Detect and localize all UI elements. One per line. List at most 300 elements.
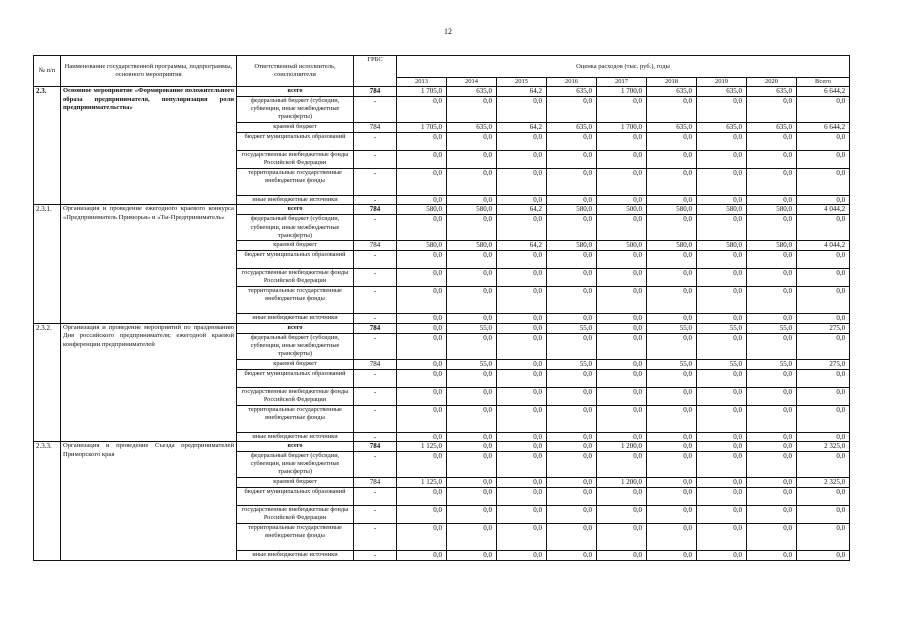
year-value: 0,0	[647, 251, 697, 269]
header-year: 2020	[747, 78, 797, 87]
funding-source: бюджет муниципальных образований	[237, 369, 354, 387]
year-value: 0,0	[697, 523, 747, 550]
year-value: 635,0	[647, 87, 697, 97]
grbs-code: -	[354, 269, 397, 287]
year-value: 0,0	[547, 505, 597, 523]
year-value: 0,0	[497, 432, 547, 442]
year-value: 0,0	[397, 550, 447, 560]
funding-source: федеральный бюджет (субсидии, субвенции, иные межбюджетные трансферты)	[237, 333, 354, 359]
funding-source: иные внебюджетные источники	[237, 550, 354, 560]
total-value: 0,0	[797, 132, 850, 150]
year-value: 0,0	[397, 314, 447, 324]
total-value: 0,0	[797, 387, 850, 405]
year-value: 0,0	[747, 168, 797, 195]
year-value: 635,0	[547, 87, 597, 97]
year-value: 0,0	[597, 287, 647, 314]
year-value: 0,0	[697, 369, 747, 387]
total-value: 6 644,2	[797, 123, 850, 133]
year-value: 0,0	[447, 251, 497, 269]
year-value: 580,0	[697, 205, 747, 215]
year-value: 580,0	[547, 241, 597, 251]
funding-source: территориальные государственные внебюджетные фонды	[237, 168, 354, 195]
funding-source: бюджет муниципальных образований	[237, 132, 354, 150]
total-value: 0,0	[797, 505, 850, 523]
year-value: 635,0	[747, 123, 797, 133]
grbs-code: -	[354, 523, 397, 550]
grbs-code: -	[354, 387, 397, 405]
grbs-code: -	[354, 505, 397, 523]
total-value: 0,0	[797, 168, 850, 195]
year-value: 580,0	[647, 205, 697, 215]
total-value: 0,0	[797, 487, 850, 505]
year-value: 0,0	[497, 269, 547, 287]
total-value: 0,0	[797, 333, 850, 359]
header-year: 2014	[447, 78, 497, 87]
year-value: 0,0	[397, 487, 447, 505]
year-value: 55,0	[697, 323, 747, 333]
year-value: 0,0	[597, 314, 647, 324]
grbs-code: -	[354, 251, 397, 269]
year-value: 0,0	[597, 150, 647, 168]
grbs-code: 784	[354, 205, 397, 215]
year-value: 580,0	[647, 241, 697, 251]
header-no: № п/п	[34, 56, 61, 87]
year-value: 0,0	[747, 369, 797, 387]
total-value: 0,0	[797, 269, 850, 287]
funding-source: федеральный бюджет (субсидии, субвенции, иные межбюджетные трансферты)	[237, 452, 354, 478]
year-value: 1 705,0	[397, 123, 447, 133]
year-value: 0,0	[497, 215, 547, 241]
year-value: 0,0	[647, 150, 697, 168]
year-value: 0,0	[397, 505, 447, 523]
total-value: 0,0	[797, 369, 850, 387]
year-value: 0,0	[397, 269, 447, 287]
year-value: 0,0	[697, 314, 747, 324]
header-year: 2013	[397, 78, 447, 87]
item-number: 2.3.	[34, 87, 61, 205]
year-value: 0,0	[647, 505, 697, 523]
year-value: 0,0	[547, 478, 597, 488]
year-value: 0,0	[697, 251, 747, 269]
year-value: 0,0	[397, 323, 447, 333]
year-value: 0,0	[747, 251, 797, 269]
year-value: 0,0	[497, 168, 547, 195]
year-value: 0,0	[647, 369, 697, 387]
year-value: 0,0	[447, 215, 497, 241]
year-value: 580,0	[397, 205, 447, 215]
year-value: 1 200,0	[597, 478, 647, 488]
year-value: 0,0	[497, 97, 547, 123]
year-value: 0,0	[397, 387, 447, 405]
year-value: 0,0	[597, 405, 647, 432]
year-value: 0,0	[697, 97, 747, 123]
grbs-code: -	[354, 168, 397, 195]
year-value: 0,0	[397, 251, 447, 269]
grbs-code: -	[354, 287, 397, 314]
year-value: 0,0	[597, 387, 647, 405]
year-value: 0,0	[547, 442, 597, 452]
year-value: 0,0	[497, 323, 547, 333]
grbs-code: -	[354, 452, 397, 478]
year-value: 0,0	[697, 505, 747, 523]
total-value: 0,0	[797, 195, 850, 205]
year-value: 0,0	[447, 287, 497, 314]
year-value: 0,0	[697, 168, 747, 195]
year-value: 0,0	[747, 432, 797, 442]
year-value: 64,2	[497, 123, 547, 133]
header-year: 2018	[647, 78, 697, 87]
year-value: 0,0	[597, 432, 647, 442]
header-year: 2015	[497, 78, 547, 87]
funding-source: краевой бюджет	[237, 241, 354, 251]
year-value: 0,0	[597, 97, 647, 123]
year-value: 580,0	[447, 205, 497, 215]
year-value: 0,0	[547, 432, 597, 442]
year-value: 0,0	[647, 550, 697, 560]
item-number: 2.3.2.	[34, 323, 61, 441]
total-value: 4 044,2	[797, 241, 850, 251]
year-value: 0,0	[497, 314, 547, 324]
total-value: 4 044,2	[797, 205, 850, 215]
year-value: 0,0	[597, 523, 647, 550]
year-value: 0,0	[547, 387, 597, 405]
funding-source: краевой бюджет	[237, 478, 354, 488]
year-value: 64,2	[497, 205, 547, 215]
year-value: 0,0	[447, 452, 497, 478]
year-value: 0,0	[497, 405, 547, 432]
grbs-code: -	[354, 369, 397, 387]
table-row	[34, 87, 850, 97]
year-value: 0,0	[497, 387, 547, 405]
header-year: 2019	[697, 78, 747, 87]
year-value: 0,0	[397, 405, 447, 432]
funding-source: всего	[237, 87, 354, 97]
year-value: 580,0	[747, 205, 797, 215]
year-value: 0,0	[547, 97, 597, 123]
table-row	[34, 323, 850, 333]
year-value: 0,0	[747, 550, 797, 560]
year-value: 1 125,0	[397, 478, 447, 488]
year-value: 0,0	[547, 215, 597, 241]
total-value: 2 325,0	[797, 442, 850, 452]
funding-source: иные внебюджетные источники	[237, 314, 354, 324]
year-value: 0,0	[697, 287, 747, 314]
year-value: 0,0	[647, 387, 697, 405]
year-value: 0,0	[647, 452, 697, 478]
header-year: 2017	[597, 78, 647, 87]
item-number: 2.3.3.	[34, 442, 61, 560]
year-value: 0,0	[447, 432, 497, 442]
year-value: 64,2	[497, 241, 547, 251]
year-value: 0,0	[697, 487, 747, 505]
funding-source: краевой бюджет	[237, 359, 354, 369]
year-value: 0,0	[497, 452, 547, 478]
year-value: 1 700,0	[597, 87, 647, 97]
total-value: 0,0	[797, 523, 850, 550]
year-value: 0,0	[747, 333, 797, 359]
total-value: 275,0	[797, 323, 850, 333]
item-number: 2.3.1.	[34, 205, 61, 323]
year-value: 580,0	[697, 241, 747, 251]
funding-source: территориальные государственные внебюджетные фонды	[237, 523, 354, 550]
year-value: 0,0	[447, 387, 497, 405]
year-value: 0,0	[447, 523, 497, 550]
funding-source: государственные внебюджетные фонды Российской Федерации	[237, 269, 354, 287]
year-value: 0,0	[697, 195, 747, 205]
year-value: 0,0	[747, 215, 797, 241]
year-value: 0,0	[497, 550, 547, 560]
page-number: 12	[444, 27, 452, 36]
year-value: 0,0	[597, 505, 647, 523]
year-value: 1 125,0	[397, 442, 447, 452]
year-value: 0,0	[697, 215, 747, 241]
year-value: 0,0	[497, 132, 547, 150]
year-value: 1 705,0	[397, 87, 447, 97]
year-value: 0,0	[547, 369, 597, 387]
year-value: 0,0	[597, 195, 647, 205]
year-value: 0,0	[497, 487, 547, 505]
year-value: 0,0	[647, 287, 697, 314]
year-value: 0,0	[747, 452, 797, 478]
year-value: 0,0	[497, 523, 547, 550]
year-value: 0,0	[397, 97, 447, 123]
year-value: 0,0	[597, 269, 647, 287]
grbs-code: 784	[354, 442, 397, 452]
grbs-code: -	[354, 487, 397, 505]
year-value: 0,0	[497, 195, 547, 205]
year-value: 0,0	[697, 550, 747, 560]
year-value: 0,0	[647, 478, 697, 488]
year-value: 0,0	[747, 505, 797, 523]
year-value: 0,0	[497, 150, 547, 168]
funding-source: иные внебюджетные источники	[237, 195, 354, 205]
grbs-code: -	[354, 97, 397, 123]
funding-source: иные внебюджетные источники	[237, 432, 354, 442]
header-grbs: ГРБС	[354, 56, 397, 87]
year-value: 55,0	[547, 323, 597, 333]
year-value: 55,0	[647, 359, 697, 369]
year-value: 0,0	[397, 168, 447, 195]
year-value: 0,0	[747, 150, 797, 168]
year-value: 0,0	[447, 150, 497, 168]
year-value: 0,0	[397, 287, 447, 314]
table-row	[34, 442, 850, 452]
grbs-code: -	[354, 405, 397, 432]
year-value: 0,0	[747, 287, 797, 314]
funding-source: всего	[237, 442, 354, 452]
year-value: 0,0	[547, 523, 597, 550]
year-value: 0,0	[647, 432, 697, 442]
year-value: 0,0	[547, 487, 597, 505]
year-value: 0,0	[747, 523, 797, 550]
total-value: 0,0	[797, 251, 850, 269]
year-value: 0,0	[747, 387, 797, 405]
year-value: 55,0	[697, 359, 747, 369]
total-value: 0,0	[797, 432, 850, 442]
funding-source: государственные внебюджетные фонды Российской Федерации	[237, 150, 354, 168]
grbs-code: 784	[354, 241, 397, 251]
header-executor: Ответственный исполнитель, соисполнители	[237, 56, 354, 87]
year-value: 0,0	[497, 505, 547, 523]
expenditure-table	[33, 55, 850, 561]
item-name: Организация и проведение Съезда предпринимателей Приморского края	[61, 442, 237, 560]
funding-source: бюджет муниципальных образований	[237, 251, 354, 269]
year-value: 0,0	[547, 405, 597, 432]
year-value: 0,0	[597, 359, 647, 369]
year-value: 0,0	[497, 369, 547, 387]
year-value: 635,0	[547, 123, 597, 133]
header-costs-title: Оценка расходов (тыс. руб.), годы	[397, 56, 850, 78]
year-value: 0,0	[397, 132, 447, 150]
grbs-code: -	[354, 432, 397, 442]
funding-source: всего	[237, 205, 354, 215]
funding-source: бюджет муниципальных образований	[237, 487, 354, 505]
total-value: 0,0	[797, 550, 850, 560]
grbs-code: -	[354, 215, 397, 241]
year-value: 0,0	[447, 505, 497, 523]
header-name: Наименование государственной программы, подпрограммы, основного мероприятия	[61, 56, 237, 87]
year-value: 635,0	[697, 123, 747, 133]
year-value: 55,0	[647, 323, 697, 333]
year-value: 0,0	[497, 359, 547, 369]
table-row	[34, 205, 850, 215]
year-value: 580,0	[547, 205, 597, 215]
total-value: 0,0	[797, 405, 850, 432]
year-value: 580,0	[397, 241, 447, 251]
year-value: 0,0	[597, 369, 647, 387]
item-name: Организация и проведение ежегодного краевого конкурса «Предприниматель Приморья» и «Ты-Предприниматель»	[61, 205, 237, 323]
year-value: 0,0	[447, 195, 497, 205]
year-value: 0,0	[497, 287, 547, 314]
year-value: 0,0	[547, 168, 597, 195]
total-value: 0,0	[797, 97, 850, 123]
total-value: 0,0	[797, 287, 850, 314]
year-value: 1 200,0	[597, 442, 647, 452]
year-value: 0,0	[747, 478, 797, 488]
year-value: 0,0	[497, 251, 547, 269]
year-value: 0,0	[697, 452, 747, 478]
year-value: 0,0	[747, 195, 797, 205]
year-value: 0,0	[397, 195, 447, 205]
funding-source: федеральный бюджет (субсидии, субвенции, иные межбюджетные трансферты)	[237, 215, 354, 241]
year-value: 1 700,0	[597, 123, 647, 133]
year-value: 0,0	[497, 333, 547, 359]
total-value: 0,0	[797, 150, 850, 168]
year-value: 0,0	[697, 478, 747, 488]
year-value: 0,0	[447, 487, 497, 505]
year-value: 0,0	[497, 442, 547, 452]
year-value: 0,0	[447, 478, 497, 488]
year-value: 0,0	[397, 452, 447, 478]
year-value: 580,0	[447, 241, 497, 251]
year-value: 0,0	[547, 150, 597, 168]
total-value: 6 644,2	[797, 87, 850, 97]
year-value: 0,0	[647, 333, 697, 359]
grbs-code: -	[354, 132, 397, 150]
year-value: 0,0	[397, 523, 447, 550]
year-value: 0,0	[697, 387, 747, 405]
grbs-code: 784	[354, 359, 397, 369]
year-value: 0,0	[697, 442, 747, 452]
funding-source: государственные внебюджетные фонды Российской Федерации	[237, 387, 354, 405]
year-value: 0,0	[747, 269, 797, 287]
year-value: 0,0	[597, 323, 647, 333]
year-value: 0,0	[597, 487, 647, 505]
year-value: 0,0	[397, 432, 447, 442]
funding-source: всего	[237, 323, 354, 333]
grbs-code: 784	[354, 123, 397, 133]
year-value: 0,0	[597, 251, 647, 269]
year-value: 0,0	[547, 452, 597, 478]
year-value: 0,0	[397, 150, 447, 168]
year-value: 0,0	[647, 168, 697, 195]
year-value: 0,0	[597, 550, 647, 560]
year-value: 0,0	[647, 314, 697, 324]
total-value: 0,0	[797, 215, 850, 241]
year-value: 0,0	[547, 550, 597, 560]
year-value: 0,0	[547, 251, 597, 269]
year-value: 0,0	[547, 195, 597, 205]
year-value: 0,0	[447, 550, 497, 560]
year-value: 0,0	[697, 405, 747, 432]
year-value: 64,2	[497, 87, 547, 97]
year-value: 0,0	[447, 369, 497, 387]
header-row-top	[34, 56, 850, 78]
year-value: 635,0	[447, 123, 497, 133]
year-value: 55,0	[747, 359, 797, 369]
year-value: 0,0	[397, 215, 447, 241]
year-value: 0,0	[447, 168, 497, 195]
grbs-code: -	[354, 333, 397, 359]
year-value: 0,0	[647, 487, 697, 505]
year-value: 0,0	[397, 333, 447, 359]
funding-source: государственные внебюджетные фонды Российской Федерации	[237, 505, 354, 523]
year-value: 0,0	[547, 269, 597, 287]
year-value: 0,0	[597, 215, 647, 241]
year-value: 0,0	[447, 269, 497, 287]
year-value: 0,0	[447, 405, 497, 432]
year-value: 635,0	[747, 87, 797, 97]
year-value: 0,0	[647, 523, 697, 550]
year-value: 0,0	[547, 314, 597, 324]
year-value: 0,0	[447, 442, 497, 452]
year-value: 0,0	[747, 442, 797, 452]
year-value: 0,0	[397, 369, 447, 387]
year-value: 0,0	[447, 333, 497, 359]
year-value: 0,0	[597, 333, 647, 359]
year-value: 580,0	[747, 241, 797, 251]
total-value: 0,0	[797, 452, 850, 478]
year-value: 0,0	[747, 487, 797, 505]
year-value: 500,0	[597, 205, 647, 215]
table-body	[34, 87, 850, 561]
year-value: 0,0	[397, 359, 447, 369]
year-value: 0,0	[547, 333, 597, 359]
year-value: 0,0	[647, 442, 697, 452]
year-value: 500,0	[597, 241, 647, 251]
total-value: 2 325,0	[797, 478, 850, 488]
year-value: 0,0	[747, 132, 797, 150]
funding-source: территориальные государственные внебюджетные фонды	[237, 287, 354, 314]
year-value: 55,0	[747, 323, 797, 333]
year-value: 0,0	[747, 97, 797, 123]
grbs-code: -	[354, 195, 397, 205]
year-value: 0,0	[647, 97, 697, 123]
year-value: 55,0	[447, 359, 497, 369]
year-value: 0,0	[697, 150, 747, 168]
year-value: 635,0	[447, 87, 497, 97]
year-value: 0,0	[647, 215, 697, 241]
